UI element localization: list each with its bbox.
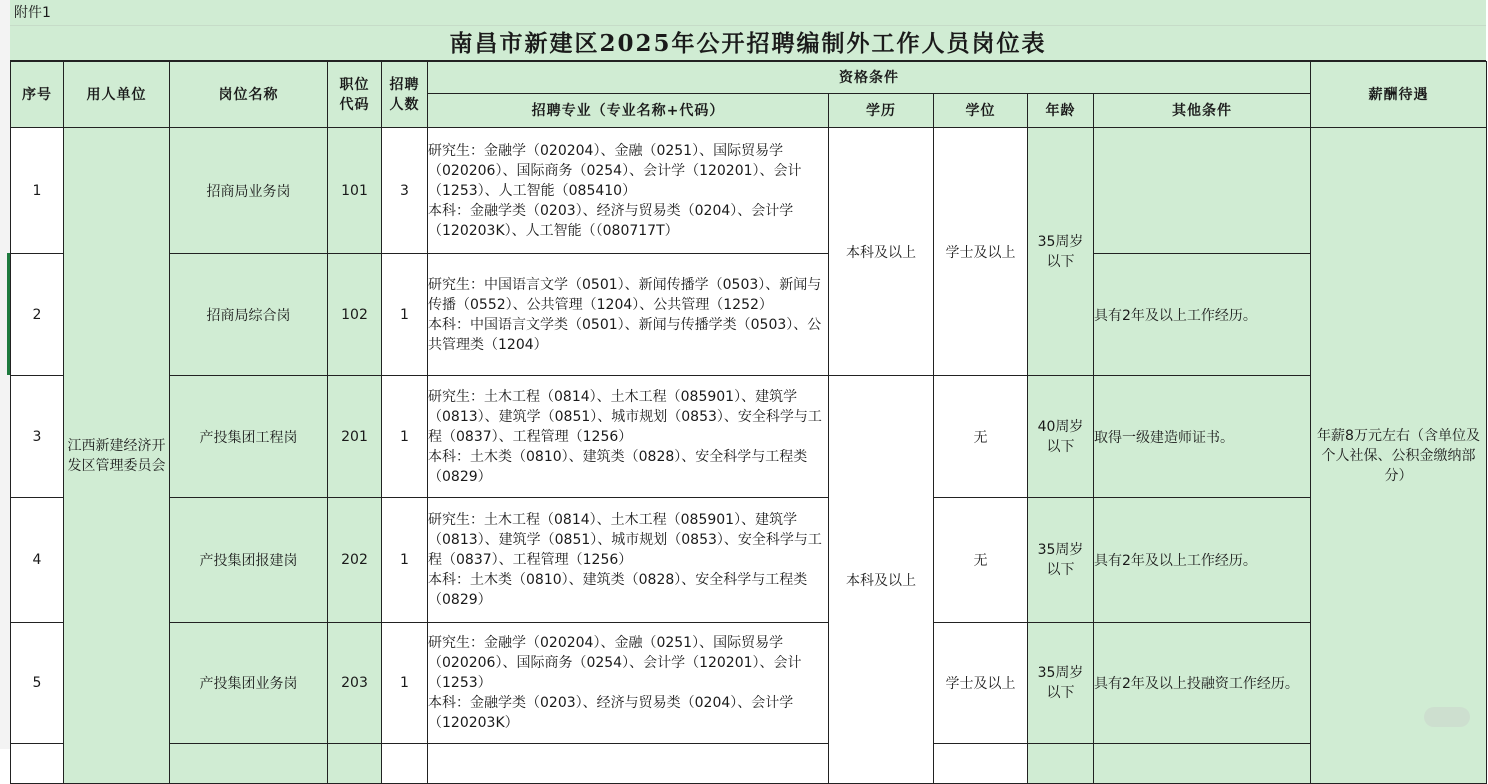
code-cell[interactable] xyxy=(328,744,382,784)
header-code-label: 职位代码 xyxy=(339,76,370,113)
degree-cell[interactable]: 学士及以上 xyxy=(934,128,1028,376)
major-cell[interactable] xyxy=(428,254,829,376)
age-cell[interactable] xyxy=(1028,623,1094,744)
age-text: 40周岁以下 xyxy=(1037,418,1084,455)
major-cell[interactable] xyxy=(428,744,829,784)
code-cell[interactable]: 101 xyxy=(328,128,382,254)
other-cell[interactable] xyxy=(1094,744,1311,784)
major-cell[interactable] xyxy=(428,376,829,498)
header-employer[interactable]: 用人单位 xyxy=(64,62,170,128)
major-text: 研究生：土木工程（0814）、土木工程（085901）、建筑学（0813）、建筑学（0851）、城市规划（0853）、安全科学与工程（0837）、工程管理（1256） 本科：土木类（0810）、建筑类（0828）、安全科学与工程类（0829） xyxy=(428,512,822,608)
age-text: 35周岁以下 xyxy=(1037,233,1084,270)
seq-cell[interactable]: 4 xyxy=(11,498,64,623)
education-cell[interactable]: 本科及以上 xyxy=(829,128,934,376)
degree-cell[interactable] xyxy=(934,744,1028,784)
other-cell[interactable] xyxy=(1094,128,1311,254)
header-count-label: 招聘人数 xyxy=(389,76,420,113)
position-cell[interactable]: 产投集团业务岗 xyxy=(170,623,328,744)
code-cell[interactable]: 102 xyxy=(328,254,382,376)
age-text: 35周岁以下 xyxy=(1037,665,1084,701)
count-cell[interactable]: 1 xyxy=(382,498,428,623)
header-major[interactable]: 招聘专业（专业名称+代码） xyxy=(428,94,829,128)
table-row xyxy=(11,623,1487,744)
header-degree[interactable]: 学位 xyxy=(934,94,1028,128)
major-cell[interactable] xyxy=(428,498,829,623)
position-cell[interactable]: 招商局业务岗 xyxy=(170,128,328,254)
annex-label: 附件1 xyxy=(10,0,1486,26)
major-text: 研究生：金融学（020204）、金融（0251）、国际贸易学（020206）、国际商务（0254）、会计学（120201）、会计（1253） 本科：金融学类（0203）、经济与贸易类（0204）、会计学（120203K） xyxy=(428,635,802,731)
age-cell[interactable] xyxy=(1028,744,1094,784)
degree-cell[interactable]: 学士及以上 xyxy=(934,623,1028,744)
header-other[interactable]: 其他条件 xyxy=(1094,94,1311,128)
employer-cell[interactable] xyxy=(64,128,170,784)
table-row xyxy=(11,376,1487,498)
table-row xyxy=(11,254,1487,376)
degree-cell[interactable]: 无 xyxy=(934,498,1028,623)
watermark-badge xyxy=(1424,707,1470,727)
major-cell[interactable] xyxy=(428,128,829,254)
degree-cell[interactable]: 无 xyxy=(934,376,1028,498)
other-cell[interactable]: 具有2年及以上投融资工作经历。 xyxy=(1094,623,1311,744)
code-cell[interactable]: 202 xyxy=(328,498,382,623)
seq-cell[interactable]: 2 xyxy=(11,254,64,376)
seq-cell[interactable] xyxy=(11,744,64,784)
age-text: 35周岁以下 xyxy=(1037,542,1084,578)
major-text: 研究生：金融学（020204）、金融（0251）、国际贸易学（020206）、国际商务（0254）、会计学（120201）、会计（1253）、人工智能（085410） 本科：金融学类（0203）、经济与贸易类（0204）、会计学（120203K）、人工智能（（080717T） xyxy=(428,142,802,239)
table-row xyxy=(11,744,1487,784)
position-cell[interactable]: 招商局综合岗 xyxy=(170,254,328,376)
page-title: 南昌市新建区2025年公开招聘编制外工作人员岗位表 xyxy=(10,26,1486,61)
other-cell[interactable]: 具有2年及以上工作经历。 xyxy=(1094,498,1311,623)
major-cell[interactable] xyxy=(428,623,829,744)
salary-text: 年薪8万元左右（含单位及个人社保、公积金缴纳部分） xyxy=(1317,427,1480,484)
header-count[interactable] xyxy=(382,62,428,128)
header-qualifications[interactable]: 资格条件 xyxy=(428,62,1311,94)
seq-cell[interactable]: 1 xyxy=(11,128,64,254)
header-code[interactable] xyxy=(328,62,382,128)
code-cell[interactable]: 203 xyxy=(328,623,382,744)
count-cell[interactable]: 1 xyxy=(382,623,428,744)
salary-cell[interactable] xyxy=(1311,128,1487,784)
age-cell[interactable] xyxy=(1028,376,1094,498)
age-cell[interactable] xyxy=(1028,498,1094,623)
header-salary[interactable]: 薪酬待遇 xyxy=(1311,62,1487,128)
seq-cell[interactable]: 3 xyxy=(11,376,64,498)
position-table xyxy=(10,61,1487,784)
table-row xyxy=(11,498,1487,623)
count-cell[interactable] xyxy=(382,744,428,784)
header-position[interactable]: 岗位名称 xyxy=(170,62,328,128)
other-cell[interactable]: 具有2年及以上工作经历。 xyxy=(1094,254,1311,376)
header-seq[interactable]: 序号 xyxy=(11,62,64,128)
position-cell[interactable] xyxy=(170,744,328,784)
other-cell[interactable]: 取得一级建造师证书。 xyxy=(1094,376,1311,498)
education-cell[interactable]: 本科及以上 xyxy=(829,376,934,784)
header-age[interactable]: 年龄 xyxy=(1028,94,1094,128)
position-cell[interactable]: 产投集团报建岗 xyxy=(170,498,328,623)
count-cell[interactable]: 1 xyxy=(382,254,428,376)
code-cell[interactable]: 201 xyxy=(328,376,382,498)
employer-text: 江西新建经济开发区管理委员会 xyxy=(67,437,166,474)
age-cell[interactable] xyxy=(1028,128,1094,376)
major-text: 研究生：土木工程（0814）、土木工程（085901）、建筑学（0813）、建筑学（0851）、城市规划（0853）、安全科学与工程（0837）、工程管理（1256） 本科：土木类（0810）、建筑类（0828）、安全科学与工程类（0829） xyxy=(428,388,822,485)
header-education[interactable]: 学历 xyxy=(829,94,934,128)
seq-cell[interactable]: 5 xyxy=(11,623,64,744)
major-text: 研究生：中国语言文学（0501）、新闻传播学（0503）、新闻与传播（0552）、公共管理（1204）、公共管理（1252） 本科：中国语言文学类（0501）、新闻与传播学类（0503）、公共管理类（1204） xyxy=(428,276,822,353)
position-cell[interactable]: 产投集团工程岗 xyxy=(170,376,328,498)
count-cell[interactable]: 3 xyxy=(382,128,428,254)
count-cell[interactable]: 1 xyxy=(382,376,428,498)
table-row xyxy=(11,128,1487,254)
